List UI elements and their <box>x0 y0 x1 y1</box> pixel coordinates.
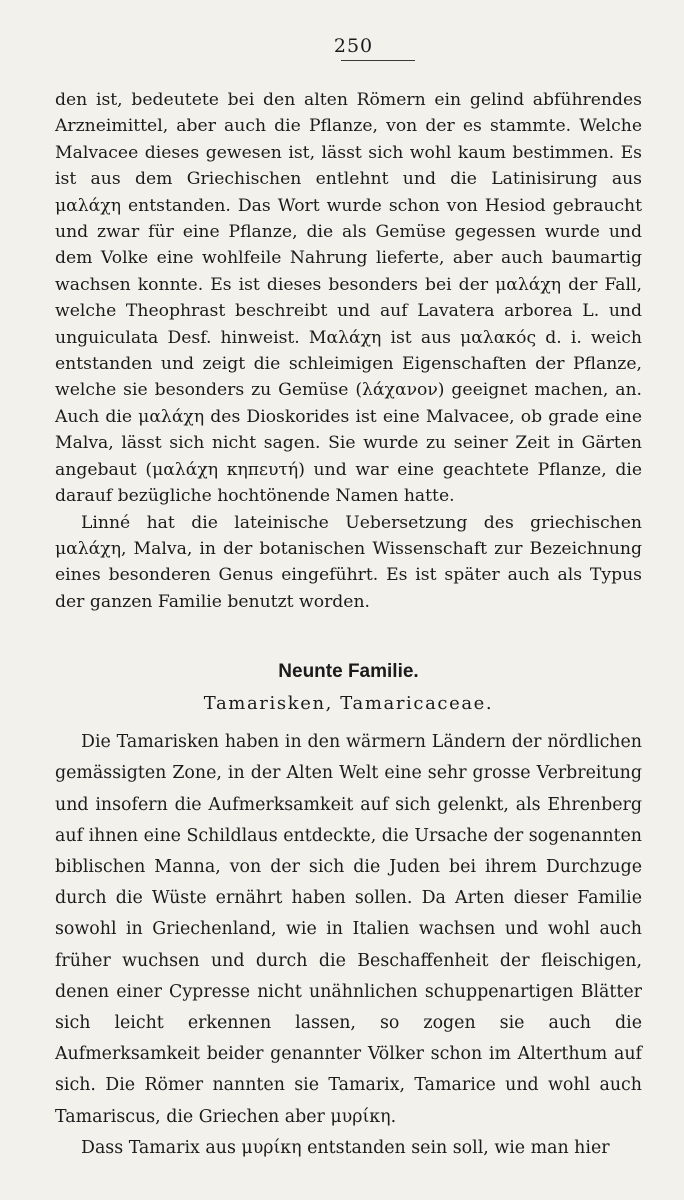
family-heading: Neunte Familie. <box>278 661 419 683</box>
page-number-rule <box>341 60 415 61</box>
paragraph-tamarix-origin: Dass Tamarix aus μυρίκη entstanden sein soll, wie man hier <box>81 1137 610 1158</box>
paragraph-malva-etymology: den ist, bedeutete bei den alten Römern ein gelind abführendes Arzneimittel, aber auch die Pflanze, von der es stammte. Welche Malvacee dieses gewesen ist, lässt sich wohl kaum bestimmen. Es ist aus dem Griechischen entlehnt und die Latinisirung aus μαλάχη entstanden. Das Wort wurde schon von Hesiod gebraucht und zwar für eine Pflanze, die als Gemüse gegessen wurde und dem Volke eine wohlfeile Nahrung lieferte, aber auch baumartig wachsen konnte. Es ist dieses besonders bei der μαλάχη der Fall, welche Theophrast beschreibt und auf Lavatera arborea L. und unguiculata Desf. hinweist. Μαλάχη ist aus μαλακός d. i. weich entstanden und zeigt die schleimigen Eigenschaften der Pflanze, welche sie besonders zu Gemüse (λάχανον) geeignet machen, an. Auch die μαλάχη des Dioskorides ist eine Malvacee, ob grade eine Malva, lässt sich nicht sagen. Sie wurde zu seiner Zeit in Gärten angebaut (μαλάχη κηπευτή) und war eine geachtete Pflanze, die darauf bezügliche hochtönende Namen hatte. <box>55 90 642 507</box>
section-tamaricaceae-text <box>55 727 642 1164</box>
section-malvaceae-text <box>55 87 642 615</box>
page-number: 250 <box>333 35 374 57</box>
paragraph-tamarisk-distribution: Die Tamarisken haben in den wärmern Ländern der nördlichen gemässigten Zone, in der Alten Welt eine sehr grosse Verbreitung und insofern die Aufmerksamkeit auf sich gelenkt, als Ehrenberg auf ihnen eine Schildlaus entdeckte, die Ursache der sogenannten biblischen Manna, von der sich die Juden bei ihrem Durchzuge durch die Wüste ernährt haben sollen. Da Arten dieser Familie sowohl in Griechenland, wie in Italien wachsen und wohl auch früher wuchsen und durch die Beschaffenheit der fleischigen, denen einer Cypresse nicht unähnlichen schuppenartigen Blätter sich leicht erkennen lassen, so zogen sie auch die Aufmerksamkeit beider genannter Völker schon im Alterthum auf sich. Die Römer nannten sie Tamarix, Tamarice und wohl auch Tamariscus, die Griechen aber μυρίκη. <box>55 732 642 1127</box>
paragraph-linne: Linné hat die lateinische Uebersetzung des griechischen μαλάχη, Malva, in der botanischen Wissenschaft zur Bezeichnung eines besonderen Genus eingeführt. Es ist später auch als Typus der ganzen Familie benutzt worden. <box>55 512 642 612</box>
family-subheading: Tamarisken, Tamaricaceae. <box>203 693 494 715</box>
